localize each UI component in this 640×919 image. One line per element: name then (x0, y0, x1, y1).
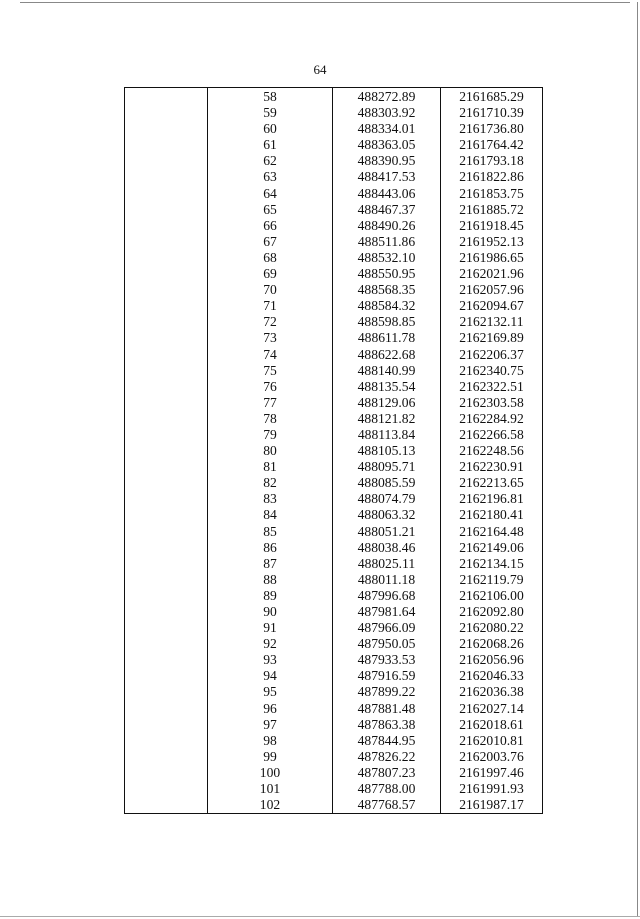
x-coordinate-cell: 488511.86 (333, 234, 441, 250)
x-coordinate-cell: 488490.26 (333, 218, 441, 234)
table-row (125, 363, 543, 379)
table-row (125, 475, 543, 491)
x-coordinate-cell: 487826.22 (333, 749, 441, 765)
y-coordinate-cell: 2162266.58 (441, 427, 543, 443)
blank-cell (125, 137, 208, 153)
point-number-cell: 61 (208, 137, 333, 153)
blank-cell (125, 620, 208, 636)
blank-cell (125, 636, 208, 652)
blank-cell (125, 475, 208, 491)
y-coordinate-cell: 2162046.33 (441, 668, 543, 684)
blank-cell (125, 749, 208, 765)
x-coordinate-cell: 488051.21 (333, 524, 441, 540)
point-number-cell: 68 (208, 250, 333, 266)
x-coordinate-cell: 488121.82 (333, 411, 441, 427)
point-number-cell: 93 (208, 652, 333, 668)
page-edge-top (20, 2, 630, 3)
blank-cell (125, 379, 208, 395)
table-row (125, 733, 543, 749)
point-number-cell: 99 (208, 749, 333, 765)
x-coordinate-cell: 488272.89 (333, 88, 441, 106)
point-number-cell: 58 (208, 88, 333, 106)
table-row (125, 797, 543, 814)
table-row (125, 250, 543, 266)
table-row (125, 202, 543, 218)
point-number-cell: 101 (208, 781, 333, 797)
table-row (125, 572, 543, 588)
blank-cell (125, 733, 208, 749)
blank-cell (125, 427, 208, 443)
table-row (125, 765, 543, 781)
table-row (125, 282, 543, 298)
y-coordinate-cell: 2162106.00 (441, 588, 543, 604)
point-number-cell: 94 (208, 668, 333, 684)
blank-cell (125, 395, 208, 411)
point-number-cell: 75 (208, 363, 333, 379)
blank-cell (125, 443, 208, 459)
point-number-cell: 64 (208, 186, 333, 202)
x-coordinate-cell: 487788.00 (333, 781, 441, 797)
blank-cell (125, 153, 208, 169)
point-number-cell: 71 (208, 298, 333, 314)
blank-cell (125, 797, 208, 814)
y-coordinate-cell: 2162213.65 (441, 475, 543, 491)
x-coordinate-cell: 488417.53 (333, 169, 441, 185)
blank-cell (125, 459, 208, 475)
table-row (125, 153, 543, 169)
blank-cell (125, 507, 208, 523)
table-row (125, 588, 543, 604)
table-row (125, 186, 543, 202)
y-coordinate-cell: 2161736.80 (441, 121, 543, 137)
point-number-cell: 95 (208, 684, 333, 700)
point-number-cell: 73 (208, 330, 333, 346)
x-coordinate-cell: 488363.05 (333, 137, 441, 153)
x-coordinate-cell: 488011.18 (333, 572, 441, 588)
blank-cell (125, 524, 208, 540)
y-coordinate-cell: 2162196.81 (441, 491, 543, 507)
point-number-cell: 66 (208, 218, 333, 234)
x-coordinate-cell: 488105.13 (333, 443, 441, 459)
point-number-cell: 79 (208, 427, 333, 443)
blank-cell (125, 604, 208, 620)
point-number-cell: 97 (208, 717, 333, 733)
y-coordinate-cell: 2162284.92 (441, 411, 543, 427)
x-coordinate-cell: 488550.95 (333, 266, 441, 282)
blank-cell (125, 298, 208, 314)
point-number-cell: 63 (208, 169, 333, 185)
x-coordinate-cell: 488532.10 (333, 250, 441, 266)
x-coordinate-cell: 488467.37 (333, 202, 441, 218)
table-row (125, 717, 543, 733)
table-row (125, 684, 543, 700)
x-coordinate-cell: 487950.05 (333, 636, 441, 652)
x-coordinate-cell: 488129.06 (333, 395, 441, 411)
blank-cell (125, 491, 208, 507)
x-coordinate-cell: 488334.01 (333, 121, 441, 137)
y-coordinate-cell: 2162021.96 (441, 266, 543, 282)
y-coordinate-cell: 2161918.45 (441, 218, 543, 234)
y-coordinate-cell: 2162027.14 (441, 701, 543, 717)
blank-cell (125, 652, 208, 668)
blank-cell (125, 717, 208, 733)
point-number-cell: 87 (208, 556, 333, 572)
blank-cell (125, 781, 208, 797)
blank-cell (125, 411, 208, 427)
point-number-cell: 74 (208, 347, 333, 363)
x-coordinate-cell: 487899.22 (333, 684, 441, 700)
y-coordinate-cell: 2162149.06 (441, 540, 543, 556)
x-coordinate-cell: 488063.32 (333, 507, 441, 523)
y-coordinate-cell: 2161793.18 (441, 153, 543, 169)
table-row (125, 121, 543, 137)
page-number: 64 (313, 62, 327, 77)
table-row (125, 668, 543, 684)
point-number-cell: 92 (208, 636, 333, 652)
point-number-cell: 89 (208, 588, 333, 604)
y-coordinate-cell: 2162056.96 (441, 652, 543, 668)
y-coordinate-cell: 2162036.38 (441, 684, 543, 700)
x-coordinate-cell: 487768.57 (333, 797, 441, 814)
point-number-cell: 70 (208, 282, 333, 298)
table-row (125, 266, 543, 282)
page-edge-bottom (0, 916, 640, 917)
point-number-cell: 100 (208, 765, 333, 781)
x-coordinate-cell: 488303.92 (333, 105, 441, 121)
y-coordinate-cell: 2162206.37 (441, 347, 543, 363)
x-coordinate-cell: 488443.06 (333, 186, 441, 202)
point-number-cell: 72 (208, 314, 333, 330)
y-coordinate-cell: 2162068.26 (441, 636, 543, 652)
y-coordinate-cell: 2162230.91 (441, 459, 543, 475)
table-row (125, 218, 543, 234)
table-row (125, 604, 543, 620)
x-coordinate-cell: 488140.99 (333, 363, 441, 379)
point-number-cell: 81 (208, 459, 333, 475)
x-coordinate-cell: 488113.84 (333, 427, 441, 443)
point-number-cell: 96 (208, 701, 333, 717)
point-number-cell: 77 (208, 395, 333, 411)
blank-cell (125, 540, 208, 556)
x-coordinate-cell: 488598.85 (333, 314, 441, 330)
point-number-cell: 86 (208, 540, 333, 556)
blank-cell (125, 314, 208, 330)
table-row (125, 88, 543, 106)
point-number-cell: 62 (208, 153, 333, 169)
x-coordinate-cell: 488025.11 (333, 556, 441, 572)
y-coordinate-cell: 2161987.17 (441, 797, 543, 814)
point-number-cell: 102 (208, 797, 333, 814)
x-coordinate-cell: 488390.95 (333, 153, 441, 169)
page-edge-right (637, 2, 638, 917)
x-coordinate-cell: 487844.95 (333, 733, 441, 749)
point-number-cell: 98 (208, 733, 333, 749)
table-row (125, 234, 543, 250)
blank-cell (125, 588, 208, 604)
table-row (125, 620, 543, 636)
table-row (125, 652, 543, 668)
y-coordinate-cell: 2162057.96 (441, 282, 543, 298)
point-number-cell: 82 (208, 475, 333, 491)
table-row (125, 314, 543, 330)
y-coordinate-cell: 2162010.81 (441, 733, 543, 749)
y-coordinate-cell: 2162169.89 (441, 330, 543, 346)
x-coordinate-cell: 488135.54 (333, 379, 441, 395)
y-coordinate-cell: 2162322.51 (441, 379, 543, 395)
table-row (125, 169, 543, 185)
x-coordinate-cell: 488038.46 (333, 540, 441, 556)
point-number-cell: 78 (208, 411, 333, 427)
y-coordinate-cell: 2161997.46 (441, 765, 543, 781)
x-coordinate-cell: 487881.48 (333, 701, 441, 717)
table-row (125, 459, 543, 475)
x-coordinate-cell: 488095.71 (333, 459, 441, 475)
blank-cell (125, 765, 208, 781)
x-coordinate-cell: 487966.09 (333, 620, 441, 636)
blank-cell (125, 668, 208, 684)
point-number-cell: 69 (208, 266, 333, 282)
y-coordinate-cell: 2161685.29 (441, 88, 543, 106)
y-coordinate-cell: 2161885.72 (441, 202, 543, 218)
y-coordinate-cell: 2162180.41 (441, 507, 543, 523)
point-number-cell: 60 (208, 121, 333, 137)
blank-cell (125, 88, 208, 106)
blank-cell (125, 202, 208, 218)
table-row (125, 298, 543, 314)
y-coordinate-cell: 2162164.48 (441, 524, 543, 540)
y-coordinate-cell: 2162132.11 (441, 314, 543, 330)
blank-cell (125, 330, 208, 346)
blank-cell (125, 282, 208, 298)
table-row (125, 540, 543, 556)
x-coordinate-cell: 487916.59 (333, 668, 441, 684)
table-row (125, 443, 543, 459)
table-row (125, 507, 543, 523)
blank-cell (125, 572, 208, 588)
blank-cell (125, 347, 208, 363)
point-number-cell: 84 (208, 507, 333, 523)
blank-cell (125, 218, 208, 234)
table-row (125, 749, 543, 765)
y-coordinate-cell: 2161710.39 (441, 105, 543, 121)
table-row (125, 105, 543, 121)
x-coordinate-cell: 487981.64 (333, 604, 441, 620)
blank-cell (125, 121, 208, 137)
blank-cell (125, 186, 208, 202)
y-coordinate-cell: 2162248.56 (441, 443, 543, 459)
y-coordinate-cell: 2162340.75 (441, 363, 543, 379)
table-row (125, 411, 543, 427)
blank-cell (125, 266, 208, 282)
blank-cell (125, 556, 208, 572)
point-number-cell: 76 (208, 379, 333, 395)
table-row (125, 379, 543, 395)
x-coordinate-cell: 488085.59 (333, 475, 441, 491)
y-coordinate-cell: 2161991.93 (441, 781, 543, 797)
table-row (125, 636, 543, 652)
point-number-cell: 88 (208, 572, 333, 588)
x-coordinate-cell: 488622.68 (333, 347, 441, 363)
point-number-cell: 90 (208, 604, 333, 620)
x-coordinate-cell: 488611.78 (333, 330, 441, 346)
table-row (125, 395, 543, 411)
point-number-cell: 67 (208, 234, 333, 250)
y-coordinate-cell: 2161986.65 (441, 250, 543, 266)
y-coordinate-cell: 2161853.75 (441, 186, 543, 202)
y-coordinate-cell: 2162134.15 (441, 556, 543, 572)
point-number-cell: 59 (208, 105, 333, 121)
blank-cell (125, 701, 208, 717)
x-coordinate-cell: 487933.53 (333, 652, 441, 668)
y-coordinate-cell: 2161952.13 (441, 234, 543, 250)
x-coordinate-cell: 487863.38 (333, 717, 441, 733)
y-coordinate-cell: 2161822.86 (441, 169, 543, 185)
point-number-cell: 65 (208, 202, 333, 218)
blank-cell (125, 250, 208, 266)
y-coordinate-cell: 2162018.61 (441, 717, 543, 733)
coordinate-table-body (125, 88, 543, 814)
y-coordinate-cell: 2162080.22 (441, 620, 543, 636)
x-coordinate-cell: 488584.32 (333, 298, 441, 314)
y-coordinate-cell: 2162094.67 (441, 298, 543, 314)
x-coordinate-cell: 488568.35 (333, 282, 441, 298)
point-number-cell: 85 (208, 524, 333, 540)
y-coordinate-cell: 2162303.58 (441, 395, 543, 411)
y-coordinate-cell: 2162119.79 (441, 572, 543, 588)
y-coordinate-cell: 2162003.76 (441, 749, 543, 765)
blank-cell (125, 363, 208, 379)
table-row (125, 427, 543, 443)
coordinate-table (124, 87, 543, 814)
point-number-cell: 83 (208, 491, 333, 507)
blank-cell (125, 234, 208, 250)
table-row (125, 347, 543, 363)
table-row (125, 556, 543, 572)
blank-cell (125, 105, 208, 121)
x-coordinate-cell: 488074.79 (333, 491, 441, 507)
blank-cell (125, 684, 208, 700)
point-number-cell: 91 (208, 620, 333, 636)
table-row (125, 137, 543, 153)
y-coordinate-cell: 2162092.80 (441, 604, 543, 620)
table-row (125, 781, 543, 797)
x-coordinate-cell: 487807.23 (333, 765, 441, 781)
point-number-cell: 80 (208, 443, 333, 459)
blank-cell (125, 169, 208, 185)
table-row (125, 524, 543, 540)
table-row (125, 491, 543, 507)
x-coordinate-cell: 487996.68 (333, 588, 441, 604)
table-row (125, 330, 543, 346)
y-coordinate-cell: 2161764.42 (441, 137, 543, 153)
table-row (125, 701, 543, 717)
